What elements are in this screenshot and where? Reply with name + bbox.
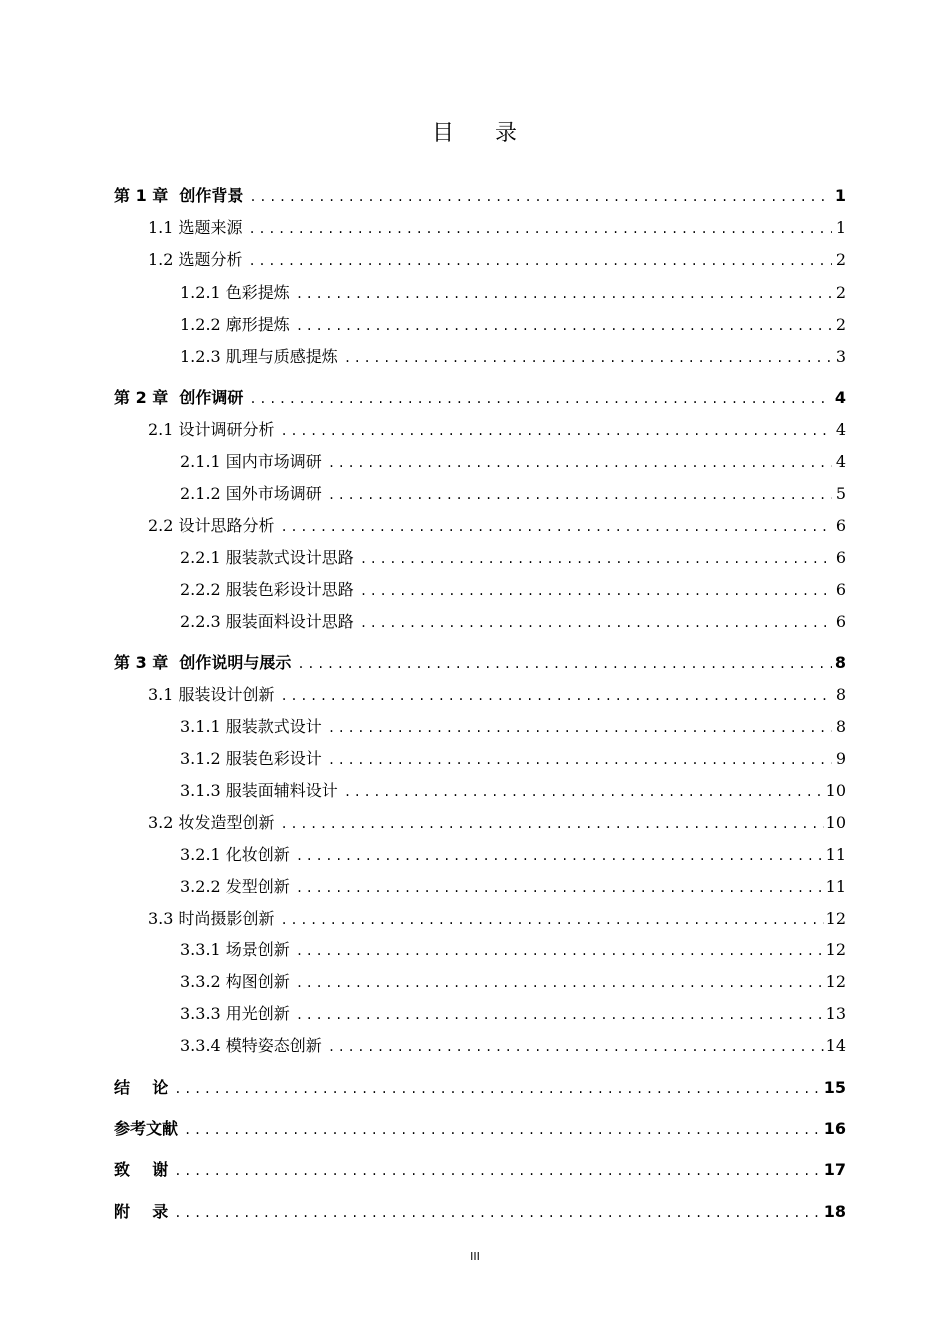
toc-dot-leader (281, 908, 824, 932)
toc-dot-leader (174, 1159, 821, 1183)
toc-subsection-entry[interactable] (180, 313, 846, 337)
toc-section-entry[interactable] (148, 514, 846, 538)
toc-dot-leader (296, 939, 824, 963)
toc-entry-page-number: 12 (825, 972, 846, 991)
toc-entry-title: 附 录 (114, 1202, 169, 1221)
toc-entry-page-number: 6 (835, 516, 846, 535)
toc-entry-title: 3.2.1 化妆创新 (180, 845, 290, 864)
toc-entry-page-number: 3 (835, 347, 846, 366)
toc-entry-title: 3.3.3 用光创新 (180, 1004, 290, 1023)
toc-dot-leader (360, 579, 832, 603)
toc-entry-title: 3.1.1 服装款式设计 (180, 717, 322, 736)
toc-subsection-entry[interactable] (180, 345, 846, 369)
toc-entry-page-number: 14 (825, 1036, 846, 1055)
toc-dot-leader (328, 483, 832, 507)
toc-section-entry[interactable] (148, 907, 846, 931)
toc-subsection-entry[interactable] (180, 970, 846, 994)
toc-chapter-entry[interactable] (114, 1200, 846, 1224)
toc-dot-leader (296, 282, 832, 306)
toc-section-entry[interactable] (148, 418, 846, 442)
toc-subsection-entry[interactable] (180, 779, 846, 803)
toc-subsection-entry[interactable] (180, 450, 846, 474)
toc-entry-page-number: 12 (825, 909, 846, 928)
toc-entry-title: 2.1 设计调研分析 (148, 420, 275, 439)
toc-entry-title: 第 2 章 创作调研 (114, 388, 244, 407)
toc-dot-leader (249, 185, 832, 209)
toc-dot-leader (296, 1003, 824, 1027)
toc-entry-page-number: 8 (834, 653, 846, 672)
toc-entry-page-number: 9 (835, 749, 846, 768)
toc-chapter-entry[interactable] (114, 386, 846, 410)
toc-entry-title: 2.2.2 服装色彩设计思路 (180, 580, 354, 599)
toc-entry-page-number: 8 (835, 717, 846, 736)
page-title-char-2: 录 (495, 121, 519, 146)
toc-subsection-entry[interactable] (180, 610, 846, 634)
toc-entry-page-number: 2 (835, 250, 846, 269)
toc-chapter-entry[interactable] (114, 651, 846, 675)
toc-entry-title: 3.1.3 服装面辅料设计 (180, 781, 338, 800)
toc-subsection-entry[interactable] (180, 1002, 846, 1026)
toc-entry-page-number: 6 (835, 580, 846, 599)
toc-section-entry[interactable] (148, 811, 846, 835)
toc-entry-page-number: 1 (835, 218, 846, 237)
toc-dot-leader (328, 716, 832, 740)
toc-subsection-entry[interactable] (180, 747, 846, 771)
toc-entry-page-number: 10 (825, 813, 846, 832)
toc-dot-leader (296, 876, 824, 900)
toc-chapter-entry[interactable] (114, 184, 846, 208)
toc-section-entry[interactable] (148, 216, 846, 240)
toc-entry-page-number: 17 (823, 1160, 846, 1179)
toc-entry-title: 3.3.1 场景创新 (180, 940, 290, 959)
toc-entry-title: 第 3 章 创作说明与展示 (114, 653, 292, 672)
toc-subsection-entry[interactable] (180, 281, 846, 305)
toc-dot-leader (360, 611, 832, 635)
toc-entry-page-number: 13 (825, 1004, 846, 1023)
toc-entry-page-number: 12 (825, 940, 846, 959)
toc-entry-title: 致 谢 (114, 1160, 169, 1179)
toc-chapter-entry[interactable] (114, 1117, 846, 1141)
toc-dot-leader (328, 451, 832, 475)
toc-dot-leader (296, 844, 824, 868)
toc-entry-title: 3.1 服装设计创新 (148, 685, 275, 704)
toc-dot-leader (328, 748, 832, 772)
page-title-char-1: 目 (431, 121, 455, 146)
toc-entry-title: 1.2.2 廓形提炼 (180, 315, 290, 334)
toc-entry-page-number: 4 (835, 420, 846, 439)
toc-entry-title: 2.2.3 服装面料设计思路 (180, 612, 354, 631)
toc-dot-leader (344, 780, 824, 804)
toc-dot-leader (249, 387, 832, 411)
toc-entry-page-number: 11 (825, 877, 846, 896)
toc-entry-page-number: 10 (825, 781, 846, 800)
toc-entry-title: 3.2 妆发造型创新 (148, 813, 275, 832)
toc-entry-page-number: 11 (825, 845, 846, 864)
toc-subsection-entry[interactable] (180, 843, 846, 867)
toc-section-entry[interactable] (148, 248, 846, 272)
toc-entry-page-number: 4 (835, 452, 846, 471)
toc-dot-leader (360, 547, 832, 571)
toc-dot-leader (296, 314, 832, 338)
toc-entry-page-number: 8 (835, 685, 846, 704)
toc-entry-page-number: 16 (823, 1119, 846, 1138)
toc-subsection-entry[interactable] (180, 546, 846, 570)
toc-chapter-entry[interactable] (114, 1158, 846, 1182)
toc-dot-leader (344, 346, 832, 370)
toc-entry-title: 结 论 (114, 1078, 169, 1097)
toc-entry-title: 2.2 设计思路分析 (148, 516, 275, 535)
toc-dot-leader (249, 249, 832, 273)
toc-entry-title: 2.1.2 国外市场调研 (180, 484, 322, 503)
toc-entry-page-number: 6 (835, 612, 846, 631)
toc-entry-title: 3.2.2 发型创新 (180, 877, 290, 896)
toc-dot-leader (174, 1201, 821, 1225)
toc-entry-page-number: 6 (835, 548, 846, 567)
toc-entry-title: 1.2.3 肌理与质感提炼 (180, 347, 338, 366)
toc-entry-title: 2.2.1 服装款式设计思路 (180, 548, 354, 567)
page-number-footer: III (470, 1250, 480, 1263)
toc-subsection-entry[interactable] (180, 578, 846, 602)
toc-entry-title: 1.2.1 色彩提炼 (180, 283, 290, 302)
toc-entry-page-number: 5 (835, 484, 846, 503)
toc-entry-title: 参考文献 (114, 1119, 179, 1138)
toc-dot-leader (281, 515, 832, 539)
toc-subsection-entry[interactable] (180, 715, 846, 739)
toc-dot-leader (281, 419, 832, 443)
toc-entry-title: 3.3.2 构图创新 (180, 972, 290, 991)
toc-entry-page-number: 18 (823, 1202, 846, 1221)
toc-entry-page-number: 2 (835, 283, 846, 302)
toc-entry-page-number: 1 (834, 186, 846, 205)
toc-entry-title: 1.2 选题分析 (148, 250, 243, 269)
toc-dot-leader (328, 1035, 824, 1059)
toc-section-entry[interactable] (148, 683, 846, 707)
toc-entry-title: 3.3.4 模特姿态创新 (180, 1036, 322, 1055)
toc-entry-title: 2.1.1 国内市场调研 (180, 452, 322, 471)
toc-dot-leader (184, 1118, 822, 1142)
toc-entry-page-number: 2 (835, 315, 846, 334)
toc-entry-title: 1.1 选题来源 (148, 218, 243, 237)
toc-entry-title: 3.1.2 服装色彩设计 (180, 749, 322, 768)
toc-subsection-entry[interactable] (180, 1034, 846, 1058)
toc-entry-title: 第 1 章 创作背景 (114, 186, 244, 205)
toc-dot-leader (174, 1077, 821, 1101)
toc-dot-leader (297, 652, 832, 676)
toc-subsection-entry[interactable] (180, 875, 846, 899)
toc-dot-leader (249, 217, 832, 241)
toc-chapter-entry[interactable] (114, 1076, 846, 1100)
toc-dot-leader (281, 684, 832, 708)
toc-dot-leader (296, 971, 824, 995)
toc-subsection-entry[interactable] (180, 938, 846, 962)
toc-dot-leader (281, 812, 824, 836)
toc-subsection-entry[interactable] (180, 482, 846, 506)
toc-entry-page-number: 15 (823, 1078, 846, 1097)
toc-entry-title: 3.3 时尚摄影创新 (148, 909, 275, 928)
toc-entry-page-number: 4 (834, 388, 846, 407)
